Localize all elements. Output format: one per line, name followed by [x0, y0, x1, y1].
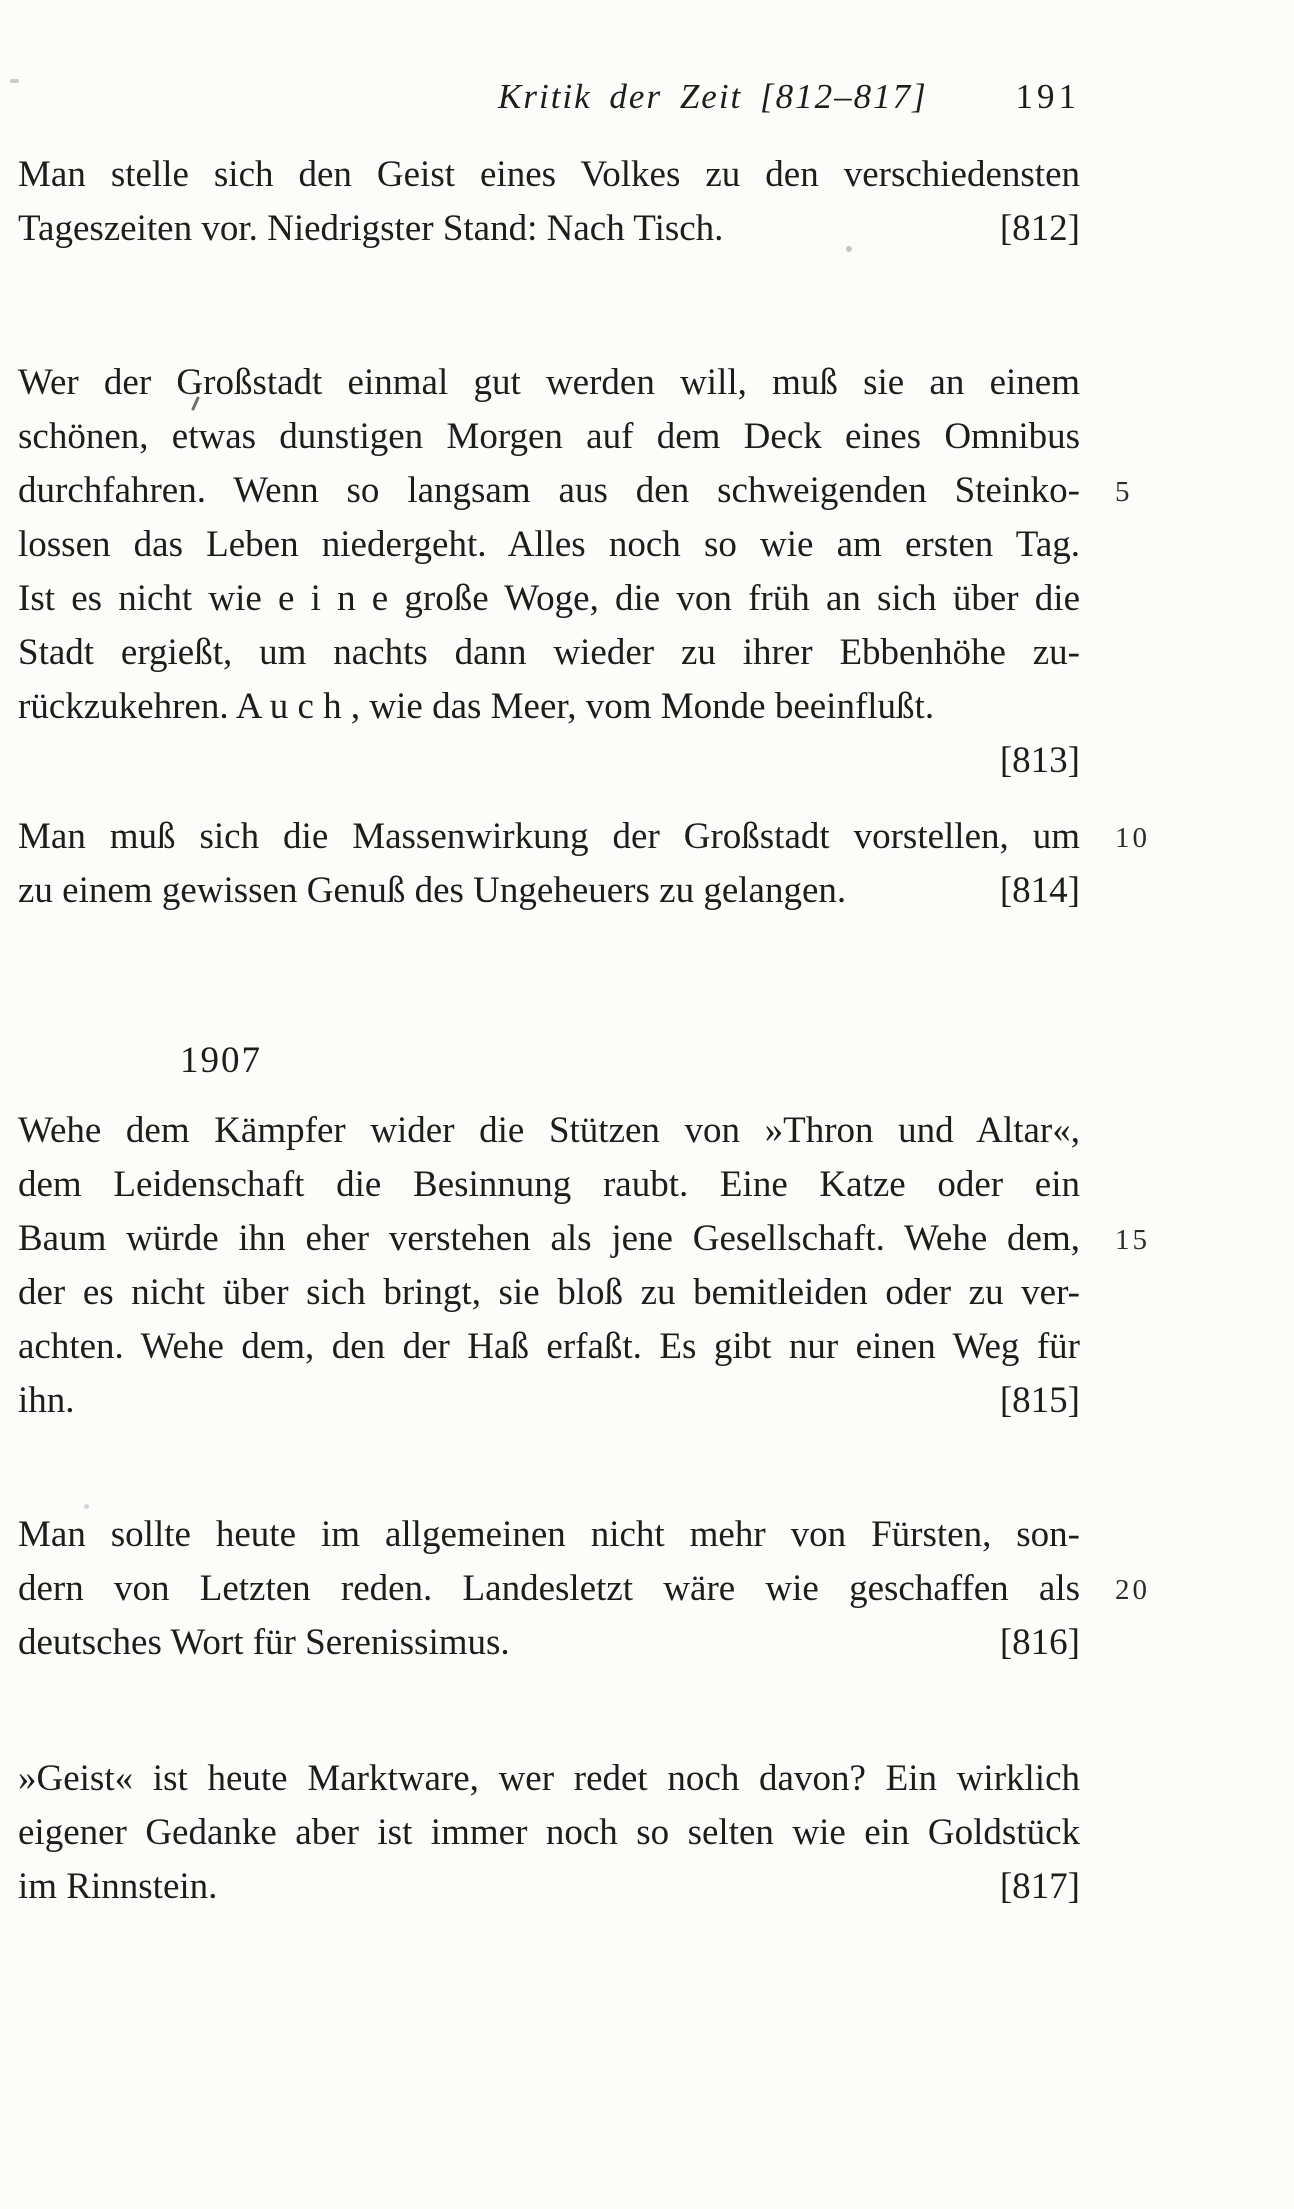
aphorism-number: [816] [999, 1622, 1080, 1663]
text-line [18, 1212, 1150, 1266]
margin-line-number: 10 [1115, 822, 1150, 854]
aphorism-813 [18, 356, 1133, 788]
text-line [18, 464, 1133, 518]
text-line [18, 1752, 1080, 1806]
line-text: dern von Letzten reden. Landesletzt wäre wie geschaffen als [18, 1568, 1080, 1609]
aphorism-number: [812] [999, 208, 1080, 249]
line-text: Ist es nicht wie e i n e große Woge, die von früh an sich über die [18, 578, 1080, 619]
text-line [18, 810, 1150, 864]
running-title: Kritik der Zeit [812–817] [498, 77, 928, 116]
aphorism-number: [814] [999, 870, 1080, 911]
line-text: rückzukehren. A u c h , wie das Meer, vom Monde beeinflußt. [18, 686, 935, 727]
text-block [18, 148, 1150, 1914]
margin-line-number: 15 [1115, 1224, 1150, 1256]
aphorism-number: [815] [999, 1380, 1080, 1421]
text-line [18, 1616, 1080, 1670]
text-line [18, 1508, 1080, 1562]
line-text: schönen, etwas dunstigen Morgen auf dem Deck eines Omnibus [18, 416, 1080, 457]
line-text: Wer der Großstadt einmal gut werden will, muß sie an einem [18, 362, 1080, 403]
line-text: Stadt ergießt, um nachts dann wieder zu ihrer Ebbenhöhe zu- [18, 632, 1080, 673]
line-text: lossen das Leben niedergeht. Alles noch so wie am ersten Tag. [18, 524, 1080, 565]
text-line [18, 864, 1080, 918]
text-line [18, 1158, 1080, 1212]
aphorism-816 [18, 1508, 1150, 1670]
aphorism-817 [18, 1752, 1080, 1914]
running-header [18, 74, 1080, 120]
line-text: achten. Wehe dem, den der Haß erfaßt. Es gibt nur einen Weg für [18, 1326, 1080, 1367]
text-line [18, 148, 1080, 202]
text-line [18, 626, 1080, 680]
text-line [18, 1320, 1080, 1374]
line-text: Wehe dem Kämpfer wider die Stützen von »Thron und Altar«, [18, 1110, 1080, 1151]
aphorism-number: [813] [999, 740, 1080, 781]
text-line [18, 572, 1080, 626]
text-line [18, 518, 1080, 572]
year-heading: 1907 [180, 1040, 262, 1081]
line-text: deutsches Wort für Serenissimus. [18, 1622, 510, 1663]
aphorism-812 [18, 148, 1080, 256]
text-line [18, 1374, 1080, 1428]
text-line [18, 202, 1080, 256]
page-number: 191 [1015, 77, 1080, 116]
text-line [18, 410, 1080, 464]
line-text: »Geist« ist heute Marktware, wer redet noch davon? Ein wirklich [18, 1758, 1080, 1799]
line-text: Baum würde ihn eher verstehen als jene Gesellschaft. Wehe dem, [18, 1218, 1080, 1259]
text-line [18, 1860, 1080, 1914]
aphorism-number: [817] [999, 1866, 1080, 1907]
line-text: der es nicht über sich bringt, sie bloß zu bemitleiden oder zu ver- [18, 1272, 1080, 1313]
line-text: Man stelle sich den Geist eines Volkes zu den verschiedensten [18, 154, 1080, 195]
line-text: eigener Gedanke aber ist immer noch so selten wie ein Goldstück [18, 1812, 1080, 1853]
margin-line-number: 5 [1115, 476, 1133, 508]
line-text: Man sollte heute im allgemeinen nicht mehr von Fürsten, son- [18, 1514, 1080, 1555]
text-line [18, 734, 1080, 788]
text-line [18, 356, 1080, 410]
text-line [18, 1104, 1080, 1158]
line-text: im Rinnstein. [18, 1866, 218, 1907]
line-text: durchfahren. Wenn so langsam aus den schweigenden Steinko- [18, 470, 1080, 511]
text-line [18, 680, 1080, 734]
aphorism-814 [18, 810, 1150, 918]
line-text: ihn. [18, 1380, 75, 1421]
line-text: Tageszeiten vor. Niedrigster Stand: Nach Tisch. [18, 208, 724, 249]
text-line [18, 1562, 1150, 1616]
text-line [18, 1266, 1080, 1320]
line-text: dem Leidenschaft die Besinnung raubt. Eine Katze oder ein [18, 1164, 1080, 1205]
line-text: zu einem gewissen Genuß des Ungeheuers zu gelangen. [18, 870, 847, 911]
margin-line-number: 20 [1115, 1574, 1150, 1606]
text-line [18, 1806, 1080, 1860]
aphorism-815 [18, 1104, 1150, 1428]
line-text: Man muß sich die Massenwirkung der Großstadt vorstellen, um [18, 816, 1080, 857]
